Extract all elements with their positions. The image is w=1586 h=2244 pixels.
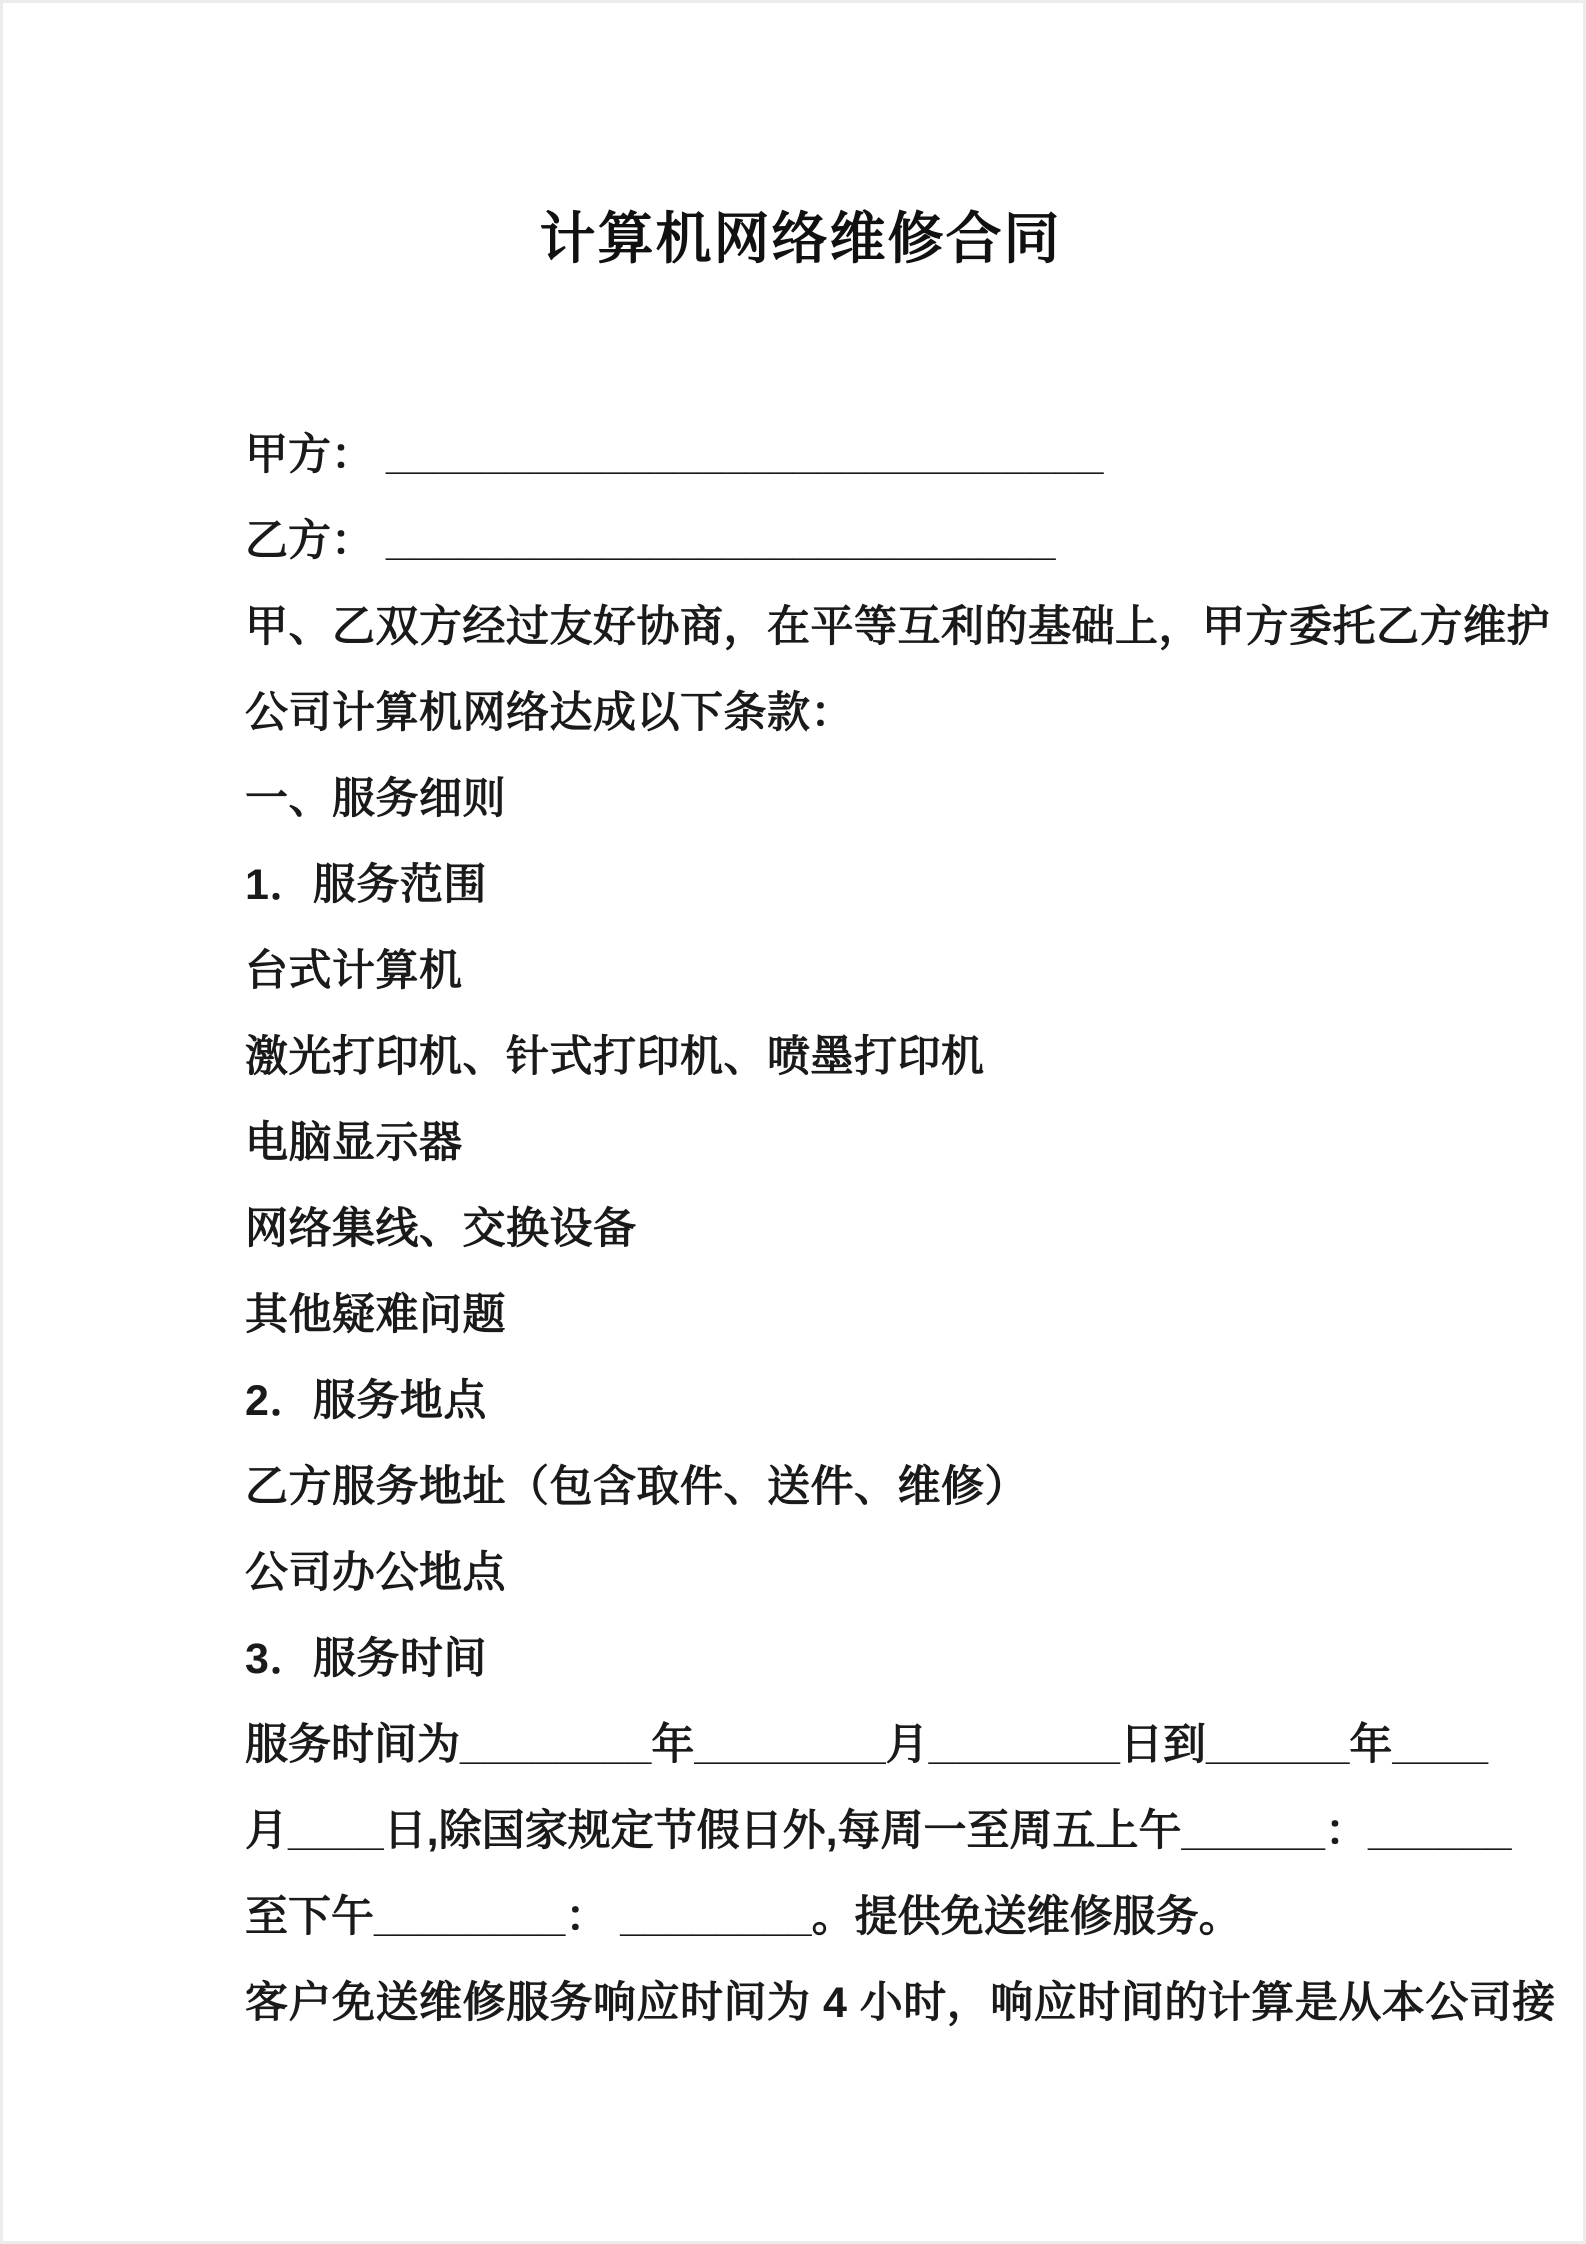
clause-3-heading: 3．服务时间 — [245, 1635, 487, 1684]
party-a-line: 甲方： ______________________________ — [245, 431, 1104, 480]
service-time-line-2: 月____日,除国家规定节假日外,每周一至周五上午______：______ — [245, 1807, 1512, 1856]
response-time-line: 客户免送维修服务响应时间为 4 小时，响应时间的计算是从本公司接 — [245, 1979, 1556, 2028]
service-time-line-3: 至下午________： ________。提供免送维修服务。 — [245, 1893, 1242, 1942]
section-1-heading: 一、服务细则 — [245, 775, 506, 824]
service-scope-item-5: 其他疑难问题 — [245, 1291, 506, 1340]
clause-2-heading: 2．服务地点 — [245, 1377, 487, 1426]
service-scope-item-2: 激光打印机、针式打印机、喷墨打印机 — [245, 1033, 985, 1082]
document-body — [245, 412, 1556, 2046]
service-scope-item-1: 台式计算机 — [245, 947, 463, 996]
service-scope-item-3: 电脑显示器 — [245, 1119, 463, 1168]
service-location-item-1: 乙方服务地址（包含取件、送件、维修） — [245, 1463, 1028, 1512]
party-b-line: 乙方： ____________________________ — [245, 517, 1056, 566]
service-location-item-2: 公司办公地点 — [245, 1549, 506, 1598]
service-scope-item-4: 网络集线、交换设备 — [245, 1205, 637, 1254]
preamble-line-2: 公司计算机网络达成以下条款： — [245, 689, 854, 738]
clause-1-heading: 1．服务范围 — [245, 861, 487, 910]
document-title: 计算机网络维修合同 — [539, 207, 1062, 270]
preamble-line-1: 甲、乙双方经过友好协商，在平等互利的基础上，甲方委托乙方维护 — [245, 603, 1550, 652]
service-time-line-1: 服务时间为________年________月________日到______年____ — [245, 1721, 1489, 1770]
